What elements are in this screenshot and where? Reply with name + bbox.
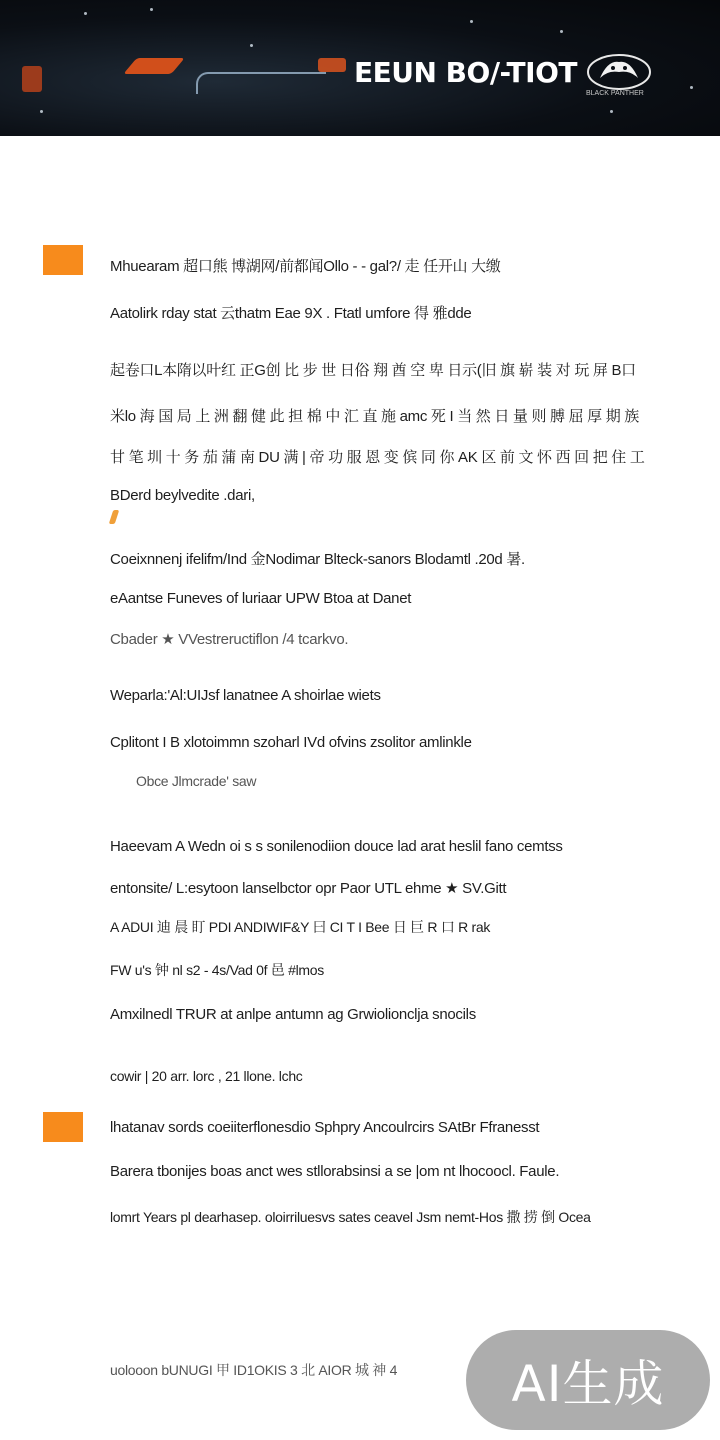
banner-light-dot — [470, 20, 473, 23]
section1-line: Amxilnedl TRUR at anlpe antumn ag Grwiolionclja snocils — [110, 1006, 476, 1023]
section1-line: A ADUI 迪 晨 盯 PDI ANDIWIF&Y 曰 CI T I Bee 日 巨 R 口 R rak — [110, 919, 491, 935]
section1-line: Coeixnnenj ifelifm/Ind 金Nodimar Blteck-sanors Blodamtl .20d 暑. — [110, 551, 525, 568]
section1-line: Cbader ★ VVestreructiflon /4 tcarkvo. — [110, 631, 349, 648]
banner-light-dot — [560, 30, 563, 33]
section1-line: Mhuearam 超口熊 博湖网/前都闻Ollo - - gal?/ 走 任开山 大缴 — [110, 258, 501, 275]
section1-line: FW u's 钟 nl s2 - 4s/Vad 0f 邑 #lmos — [110, 962, 324, 978]
banner-light-dot — [690, 86, 693, 89]
section2-line: lhatanav sords coeiiterflonesdio Sphpry Ancoulrcirs SAtBr Ffranesst — [110, 1119, 540, 1136]
banner-light-dot — [150, 8, 153, 11]
section-marker-2 — [43, 1112, 83, 1142]
ai-generated-watermark — [466, 1330, 710, 1430]
section1-line: eAantse Funeves of luriaar UPW Btoa at Danet — [110, 590, 412, 607]
section1-line: Weparla:'Al:UIJsf lanatnee A shoirlae wiets — [110, 687, 381, 704]
section1-line: BDerd beylvedite .dari, — [110, 487, 255, 504]
section1-line: 米lo 海 国 局 上 洲 翻 健 此 担 棉 中 汇 直 施 amc 死 I 当 然 日 量 则 膊 屈 厚 期 族 — [110, 408, 640, 425]
section2-line: lomrt Years pl dearhasep. oloirriluesvs sates ceavel Jsm nemt-Hos 撒 捞 倒 Ocea — [110, 1209, 591, 1225]
section1-line: Aatolirk rday stat 云thatm Eae 9X . Ftatl umfore 得 雅dde — [110, 305, 472, 322]
banner-light-dot — [84, 12, 87, 15]
banner-car-outline — [196, 72, 326, 94]
header-banner — [0, 0, 720, 136]
orange-accent-mark — [109, 510, 120, 524]
banner-brand-text: EEUN BO/-TIOT — [354, 56, 577, 89]
footer-text: uolooon bUNUGI 甲 ID1OKIS 3 北 AIOR 城 神 4 — [110, 1362, 398, 1378]
section1-line: Obce Jlmcrade' saw — [136, 773, 257, 789]
section1-line: cowir | 20 arr. lorc , 21 llone. lchc — [110, 1068, 303, 1084]
section1-line: Haeevam A Wedn oi s s sonilenodiion douce lad arat heslil fano cemtss — [110, 838, 563, 855]
section1-line: 起卷口L本隋以叶红 正G创 比 步 世 日俗 翔 酋 空 卑 日示(旧 旗 崭 装 对 玩 屏 B口 — [110, 362, 636, 379]
logo-caption: BLACK PANTHER — [586, 90, 644, 97]
banner-light-streak — [22, 66, 42, 92]
watermark-label: AI生成 — [511, 1355, 665, 1413]
banner-light-dot — [250, 44, 253, 47]
section1-line: Cplitont I B xlotoimmn szoharl IVd ofvins zsolitor amlinkle — [110, 734, 472, 751]
banner-light-streak — [318, 58, 346, 72]
section-marker-1 — [43, 245, 83, 275]
banner-light-dot — [40, 110, 43, 113]
banner-light-streak — [123, 58, 184, 74]
section1-line: entonsite/ L:esytoon lanselbctor opr Paor UTL ehme ★ SV.Gitt — [110, 880, 507, 897]
panther-logo-icon — [586, 52, 652, 92]
banner-light-dot — [610, 110, 613, 113]
section2-line: Barera tbonijes boas anct wes stllorabsinsi a se |om nt lhocoocl. Faule. — [110, 1163, 560, 1180]
section1-line: 甘 笔 圳 十 务 茄 蒲 南 DU 满 | 帝 功 服 恩 变 傧 同 你 AK 区 前 文 怀 西 回 把 住 工 — [110, 449, 645, 466]
